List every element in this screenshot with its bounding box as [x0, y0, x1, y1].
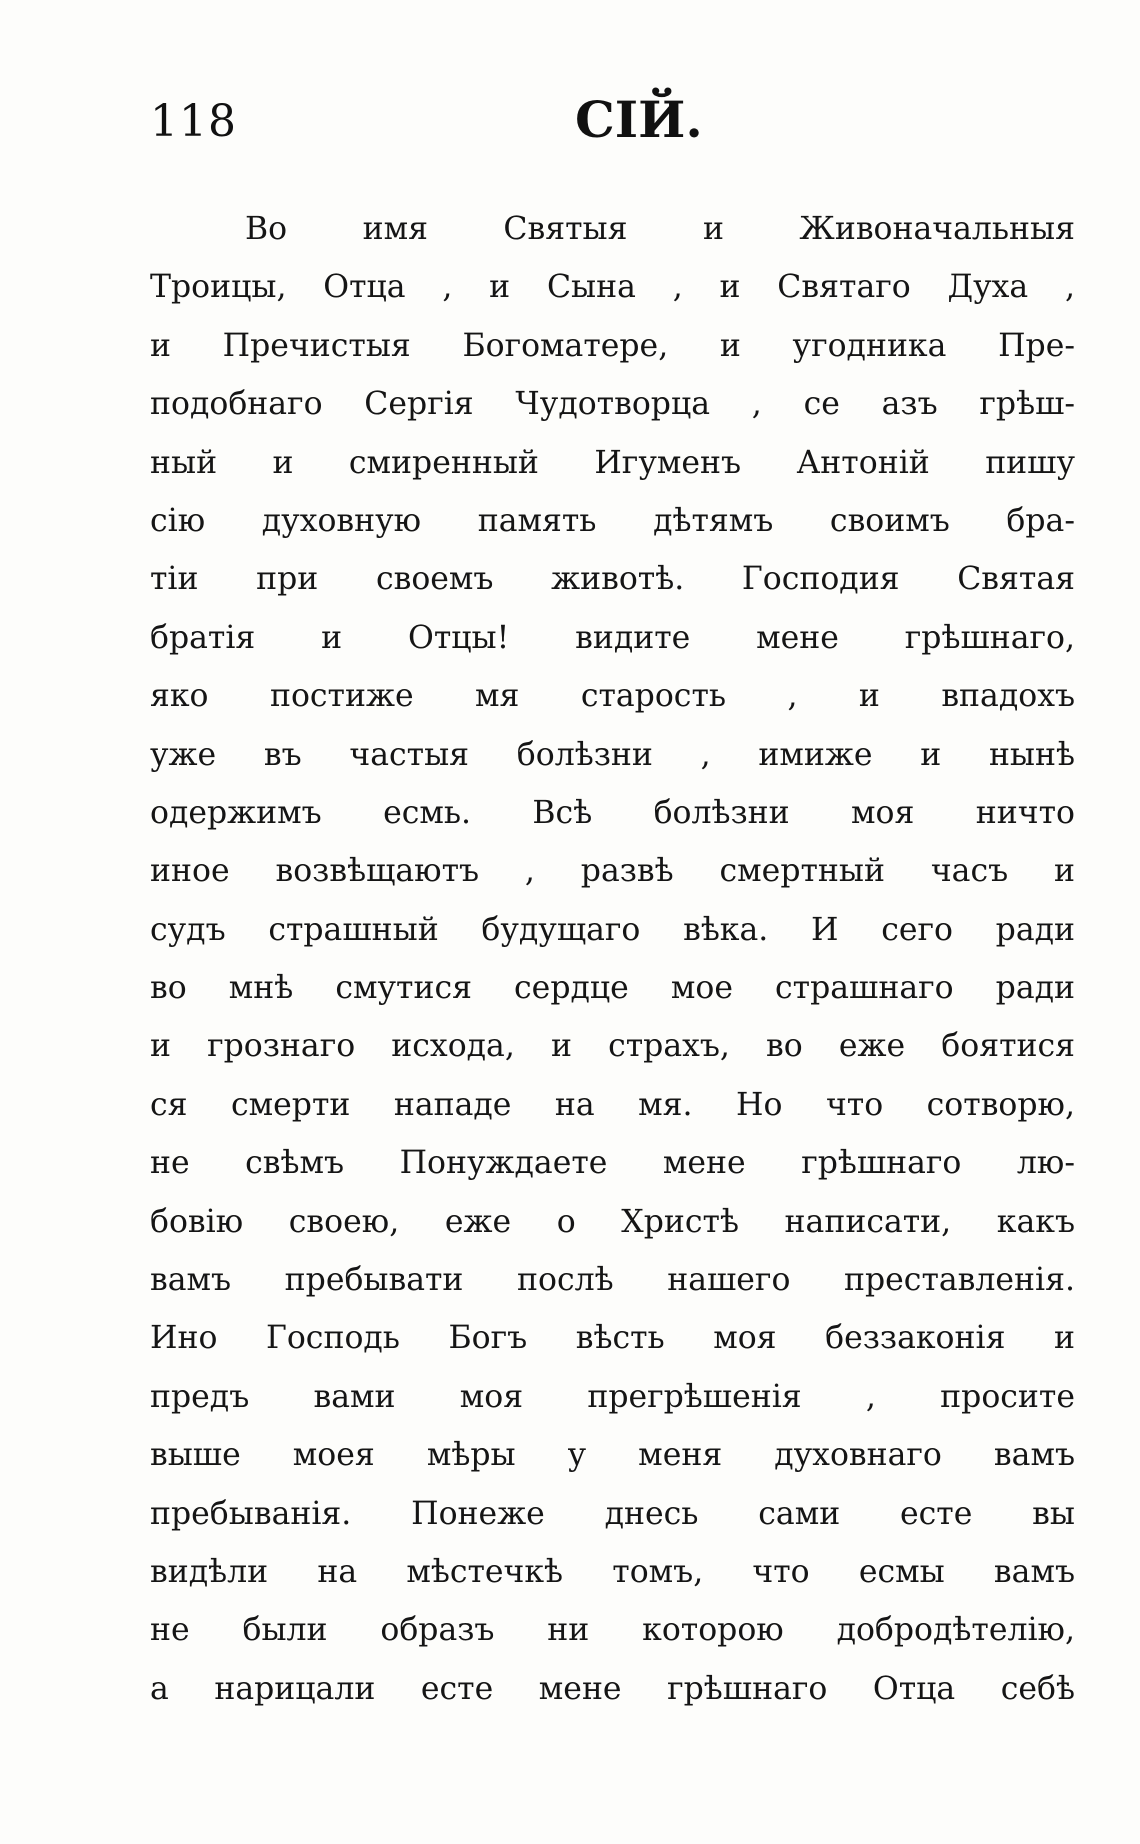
text-line: ный и смиренный Игуменъ Антоній пишу [150, 444, 1075, 481]
text-line: яко постиже мя старость , и впадохъ [150, 678, 1075, 715]
text-line: ся смерти нападе на мя. Но что сотворю, [150, 1086, 1075, 1123]
text-line: а нарицали есте мене грѣшнаго Отца себѣ [150, 1670, 1075, 1707]
text-line: вамъ пребывати послѣ нашего преставленія. [150, 1262, 1075, 1299]
text-line: Во имя Святыя и Живоначальныя [245, 211, 1075, 247]
text-line: не были образъ ни которою добродѣтелію, [150, 1612, 1075, 1649]
text-line: иное возвѣщаютъ , развѣ смертный часъ и [150, 853, 1075, 890]
running-head: СІЙ. [575, 90, 703, 149]
text-line: во мнѣ смутися сердце мое страшнаго ради [150, 970, 1075, 1007]
text-line: братія и Отцы! видите мене грѣшнаго, [150, 619, 1075, 656]
text-line: бовію своею, еже о Христѣ написати, какъ [150, 1203, 1075, 1240]
text-line: судъ страшный будущаго вѣка. И сего ради [150, 911, 1075, 948]
text-line: уже въ частыя болѣзни , имиже и нынѣ [150, 736, 1075, 773]
text-line: тіи при своемъ животѣ. Господия Святая [150, 561, 1075, 598]
text-line: не свѣмъ Понуждаете мене грѣшнаго лю- [150, 1145, 1075, 1182]
text-line: предъ вами моя прегрѣшенія , просите [150, 1378, 1075, 1415]
text-line: выше моея мѣры у меня духовнаго вамъ [150, 1437, 1075, 1474]
body-text [150, 200, 1075, 1718]
text-line: подобнаго Сергія Чудотворца , се азъ грѣш- [150, 386, 1075, 423]
text-line: видѣли на мѣстечкѣ томъ, что есмы вамъ [150, 1553, 1075, 1590]
text-line: и Пречистыя Богоматере, и угодника Пре- [150, 327, 1075, 364]
text-line: пребыванія. Понеже днесь сами есте вы [150, 1495, 1075, 1532]
text-line: Ино Господь Богъ вѣсть моя беззаконія и [150, 1320, 1075, 1357]
page-header [150, 90, 1090, 166]
text-line: и грознаго исхода, и страхъ, во еже боятися [150, 1028, 1075, 1065]
text-line: сію духовную память дѣтямъ своимъ бра- [150, 502, 1075, 539]
text-line: Троицы, Отца , и Сына , и Святаго Духа , [150, 269, 1075, 306]
page-number: 118 [150, 96, 237, 147]
text-line: одержимъ есмь. Всѣ болѣзни моя ничто [150, 794, 1075, 831]
